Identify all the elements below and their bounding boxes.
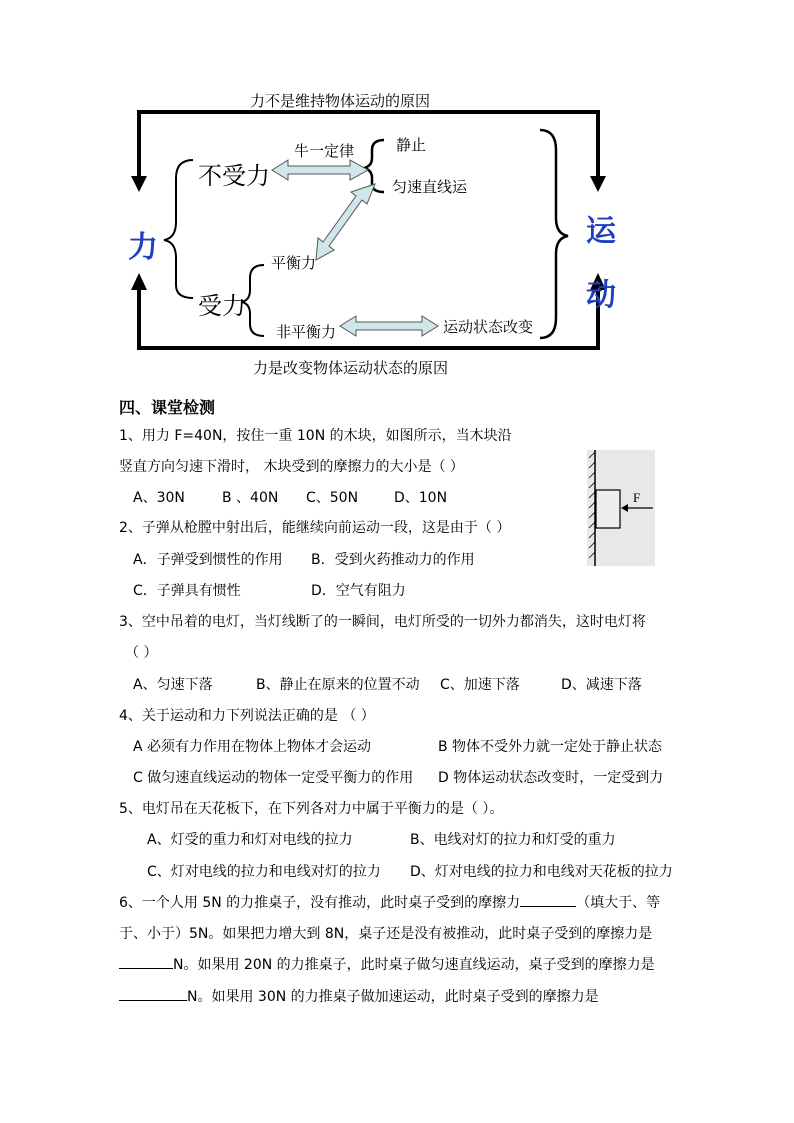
q5-stem: 5、电灯吊在天花板下，在下列各对力中属于平衡力的是（ ）。	[119, 801, 504, 817]
q6-line1-text: 6、一个人用 5N 的力推桌子，没有推动，此时桌子受到的摩擦力	[119, 895, 521, 911]
q1-figure	[587, 450, 655, 566]
left-brace	[164, 160, 193, 298]
no-force-label: 不受力	[198, 162, 270, 190]
motion-label-1: 运	[586, 214, 616, 249]
q1-line2: 竖直方向匀速下滑时， 木块受到的摩擦力的大小是（ ）	[119, 459, 464, 475]
newton-law-arrow	[272, 160, 368, 180]
q1-option-c: C、50N	[306, 490, 359, 506]
q6-line2: 于、小于）5N。如果把力增大到 8N，桌子还是没有被推动，此时桌子受到的摩擦力是	[119, 926, 653, 942]
q3-option-d: D、减速下落	[561, 677, 642, 693]
q3-option-c: C、加速下落	[440, 677, 520, 693]
q3-stem: 3、空中吊着的电灯，当灯线断了的一瞬间，电灯所受的一切外力都消失，这时电灯将	[119, 614, 646, 630]
rest-label: 静止	[396, 136, 427, 154]
force-f-label: F	[633, 490, 641, 505]
q5-option-c: C、灯对电线的拉力和电线对灯的拉力	[147, 864, 381, 880]
q4-stem: 4、关于运动和力下列说法正确的是 （ ）	[119, 708, 375, 724]
state-change-label: 运动状态改变	[443, 318, 534, 336]
q6-line4	[119, 986, 599, 1006]
q3-option-a: A、匀速下落	[133, 677, 213, 693]
q4-option-c: C 做匀速直线运动的物体一定受平衡力的作用	[133, 770, 414, 786]
q2-option-b: B．受到火药推动力的作用	[311, 552, 475, 568]
q6-line4-text: N。如果用 30N 的力推桌子做加速运动，此时桌子受到的摩擦力是	[187, 989, 599, 1005]
q1-option-d: D、10N	[394, 490, 448, 506]
q1-line1: 1、用力 F=40N，按住一重 10N 的木块，如图所示，当木块沿	[119, 428, 512, 444]
q6-blank-2[interactable]	[119, 954, 173, 969]
q5-option-d: D、灯对电线的拉力和电线对天花板的拉力	[410, 864, 673, 880]
top-caption: 力不是维持物体运动的原因	[250, 92, 431, 110]
q6-line1	[119, 892, 660, 912]
motion-label-2: 动	[586, 278, 616, 313]
q4-option-b: B 物体不受外力就一定处于静止状态	[438, 739, 663, 755]
unbalanced-force-label: 非平衡力	[276, 323, 337, 341]
wood-block	[596, 490, 620, 528]
q1-option-a: A、30N	[133, 490, 185, 506]
q3-paren: （ ）	[125, 645, 158, 661]
change-arrow	[340, 316, 438, 336]
q2-option-c: C．子弹具有惯性	[133, 583, 241, 599]
diagram-graphics	[0, 0, 794, 400]
diagonal-arrow	[316, 184, 375, 260]
q5-option-a: A、灯受的重力和灯对电线的拉力	[147, 832, 353, 848]
force-label: 力	[128, 230, 158, 265]
with-force-label: 受力	[198, 292, 246, 320]
uniform-motion-label: 匀速直线运	[392, 178, 468, 196]
right-brace	[540, 130, 568, 338]
q5-option-b: B、电线对灯的拉力和灯受的重力	[410, 832, 616, 848]
q6-blank-3[interactable]	[119, 986, 187, 1001]
q6-line3-text: N。如果用 20N 的力推桌子，此时桌子做匀速直线运动，桌子受到的摩擦力是	[173, 957, 655, 973]
q6-blank-1[interactable]	[520, 892, 576, 907]
q2-stem: 2、子弹从枪膛中射出后，能继续向前运动一段，这是由于（ ）	[119, 520, 511, 536]
q6-line3	[119, 954, 655, 974]
q3-option-b: B、静止在原来的位置不动	[256, 677, 420, 693]
section-title: 四、课堂检测	[119, 398, 216, 417]
newton-law-label: 牛一定律	[294, 142, 355, 160]
q1-option-b: B 、40N	[222, 490, 279, 506]
bottom-caption: 力是改变物体运动状态的原因	[253, 359, 449, 377]
q4-option-d: D 物体运动状态改变时，一定受到力	[438, 770, 664, 786]
balanced-force-label: 平衡力	[271, 254, 317, 272]
q2-option-a: A．子弹受到惯性的作用	[133, 552, 283, 568]
wall-block-figure	[587, 450, 655, 566]
q2-option-d: D．空气有阻力	[311, 583, 406, 599]
q6-line1-tail: （填大于、等	[576, 895, 661, 911]
force-motion-diagram	[0, 0, 794, 400]
q4-option-a: A 必须有力作用在物体上物体才会运动	[133, 739, 372, 755]
